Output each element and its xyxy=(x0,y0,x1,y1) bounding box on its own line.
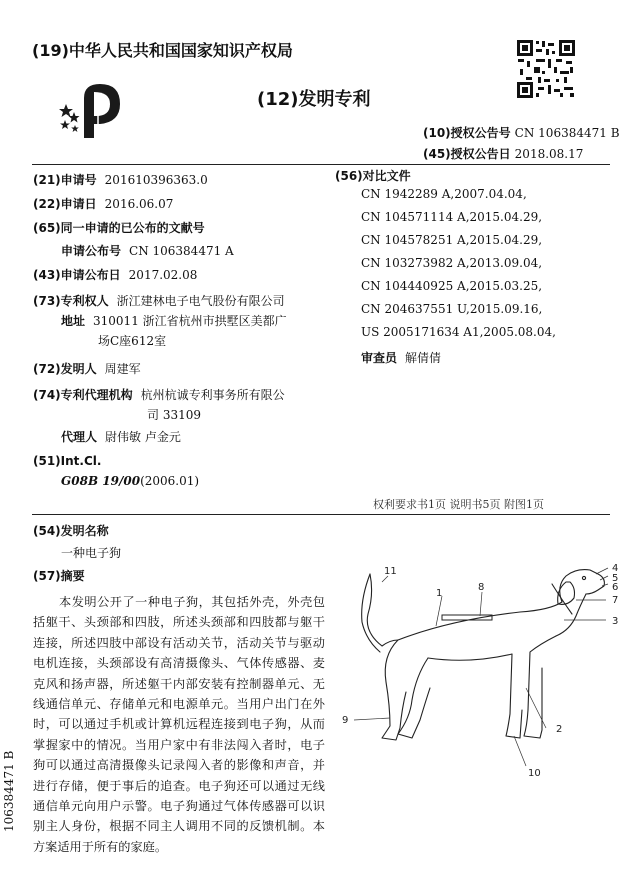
examiner-row xyxy=(361,349,441,366)
inventor-row xyxy=(33,360,141,377)
side-document-number: 106384471 B xyxy=(2,750,16,832)
citation-item: CN 103273982 A,2013.09.04, xyxy=(361,256,543,270)
grant-date: 2018.08.17 xyxy=(514,147,584,161)
citations-label: (56)对比文件 xyxy=(335,169,411,183)
application-number: 201610396363.0 xyxy=(104,173,208,187)
cnipa-logo-icon xyxy=(54,78,136,142)
ref-label-4: 4 xyxy=(612,563,619,574)
application-pub-number: CN 106384471 A xyxy=(129,244,234,258)
patentee-row xyxy=(33,292,285,309)
application-number-label: (21)申请号 xyxy=(33,173,97,187)
application-pub-date-row xyxy=(33,266,197,283)
ref-label-1: 1 xyxy=(436,588,443,599)
page-counts: 权利要求书1页 说明书5页 附图1页 xyxy=(373,498,544,511)
citation-item: CN 1942289 A,2007.04.04, xyxy=(361,187,527,201)
application-pub-date-label: (43)申请公布日 xyxy=(33,268,121,282)
agent-label: 代理人 xyxy=(61,430,98,444)
citation-item: CN 104578251 A,2015.04.29, xyxy=(361,233,543,247)
address-line-2: 场C座612室 xyxy=(98,334,167,348)
ref-label-10: 10 xyxy=(528,768,541,779)
intcl-label: (51)Int.Cl. xyxy=(33,454,102,468)
invention-title: 一种电子狗 xyxy=(61,546,122,560)
application-pub-number-label: 申请公布号 xyxy=(61,244,122,258)
agency-label: (74)专利代理机构 xyxy=(33,388,133,402)
grant-date-label: (45)授权公告日 xyxy=(423,147,511,161)
qr-code-icon xyxy=(516,39,576,99)
citation-item: US 2005171634 A1,2005.08.04, xyxy=(361,325,556,339)
grant-pub-number: CN 106384471 B xyxy=(514,126,620,140)
abstract-text: 本发明公开了一种电子狗，其包括外壳，外壳包括躯干、头颈部和四肢，所述头颈部和四肢都与躯干连接，所述四肢中部设有活动关节，活动关节与驱动电机连接，头颈部设有高清摄像头、气体传感器、麦克风和扬声器，所述躯干内部安装有控制器单元、无线通信单元、存储单元和电源单元。当用户出门在外时，可以通过手机或计算机远程连接到电子狗，从而掌握家中的情况。当用户家中有非法闯入者时，电子狗可以通过高清摄像头记录闯入者的影像和声音，并进行存储，便于事后的追查。电子狗还可以通过无线通信单元向用户示警。电子狗通过气体传感器可以识别主人身份，根据不同主人调用不同的反馈机制。本方案适用于所有的家庭。 xyxy=(33,595,325,854)
examiner-label: 审查员 xyxy=(361,351,398,365)
inventor: 周建军 xyxy=(104,362,141,376)
address-line-1: 310011 浙江省杭州市拱墅区美都广 xyxy=(93,314,287,328)
address-row xyxy=(61,312,287,329)
header-divider xyxy=(32,164,610,165)
ref-label-11: 11 xyxy=(384,566,397,577)
grant-pub-number-label: (10)授权公告号 xyxy=(423,126,511,140)
document-type: (12)发明专利 xyxy=(257,89,371,110)
intcl-row xyxy=(61,474,199,488)
grant-pub-number-row xyxy=(423,124,620,141)
application-number-row xyxy=(33,171,208,188)
agency-row xyxy=(33,386,285,403)
intcl-date: (2006.01) xyxy=(140,474,200,488)
agency-line-2: 司 33109 xyxy=(147,408,201,422)
ref-label-5: 5 xyxy=(612,573,619,584)
filing-date-row xyxy=(33,195,173,212)
citation-item: CN 104440925 A,2015.03.25, xyxy=(361,279,543,293)
application-pub-date: 2017.02.08 xyxy=(128,268,198,282)
biblio-divider xyxy=(32,514,610,515)
agent: 尉伟敏 卢金元 xyxy=(105,430,181,444)
dog-figure xyxy=(330,560,630,790)
intcl-code: G08B 19/00 xyxy=(61,474,141,488)
agency-line-1: 杭州杭诚专利事务所有限公 xyxy=(140,388,285,402)
earlier-publication-label: (65)同一申请的已公布的文献号 xyxy=(33,221,205,235)
patentee-label: (73)专利权人 xyxy=(33,294,109,308)
patentee: 浙江建林电子电气股份有限公司 xyxy=(116,294,285,308)
citation-item: CN 104571114 A,2015.04.29, xyxy=(361,210,543,224)
address-label: 地址 xyxy=(61,314,86,328)
filing-date: 2016.06.07 xyxy=(104,197,174,211)
agent-row xyxy=(61,428,181,445)
ref-label-3: 3 xyxy=(612,616,619,627)
grant-date-row xyxy=(423,145,583,162)
ref-label-2: 2 xyxy=(556,724,563,735)
examiner: 解倩倩 xyxy=(405,351,442,365)
ref-label-9: 9 xyxy=(342,715,349,726)
ref-label-6: 6 xyxy=(612,582,619,593)
application-pub-number-row xyxy=(61,242,234,259)
abstract-label: (57)摘要 xyxy=(33,569,85,583)
filing-date-label: (22)申请日 xyxy=(33,197,97,211)
ref-label-8: 8 xyxy=(478,582,485,593)
ref-label-7: 7 xyxy=(612,595,619,606)
invention-title-label: (54)发明名称 xyxy=(33,524,109,538)
office-title: (19)中华人民共和国国家知识产权局 xyxy=(32,41,293,60)
citation-item: CN 204637551 U,2015.09.16, xyxy=(361,302,543,316)
inventor-label: (72)发明人 xyxy=(33,362,97,376)
